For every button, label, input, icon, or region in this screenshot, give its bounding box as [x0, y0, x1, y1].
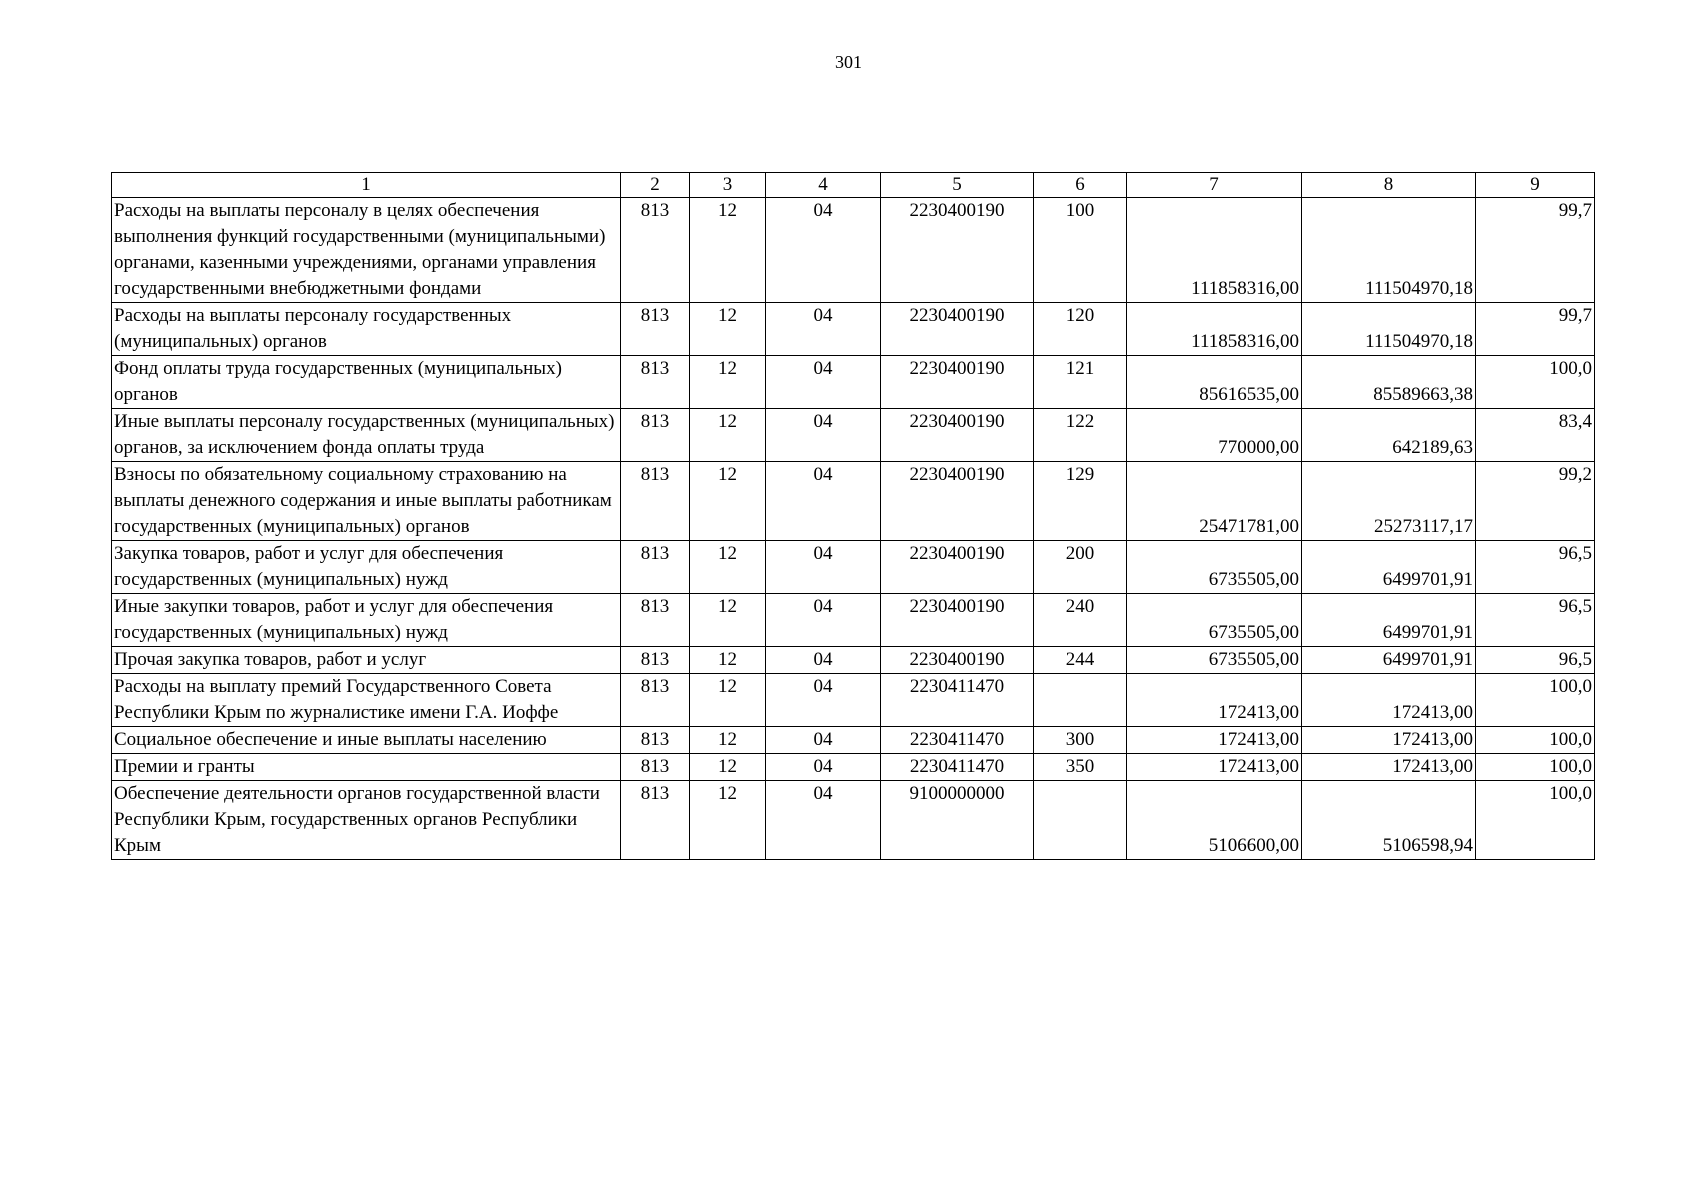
planned-amount-cell: 5106600,00 [1127, 781, 1302, 860]
expense-name-cell: Закупка товаров, работ и услуг для обеспечения государственных (муниципальных) нужд [112, 541, 621, 594]
planned-amount-cell: 111858316,00 [1127, 198, 1302, 303]
executed-amount-cell: 6499701,91 [1302, 594, 1476, 647]
ministry-code-cell: 813 [621, 541, 690, 594]
execution-percent-cell: 99,7 [1476, 198, 1595, 303]
execution-percent-cell: 100,0 [1476, 356, 1595, 409]
subsection-code-cell: 04 [766, 727, 881, 754]
header-cell-4: 4 [766, 173, 881, 198]
expense-type-cell: 100 [1034, 198, 1127, 303]
table-row [112, 754, 1595, 781]
target-article-cell: 2230411470 [881, 754, 1034, 781]
expense-name-cell: Социальное обеспечение и иные выплаты населению [112, 727, 621, 754]
subsection-code-cell: 04 [766, 462, 881, 541]
target-article-cell: 2230400190 [881, 541, 1034, 594]
execution-percent-cell: 96,5 [1476, 541, 1595, 594]
planned-amount-cell: 172413,00 [1127, 674, 1302, 727]
planned-amount-cell: 6735505,00 [1127, 594, 1302, 647]
execution-percent-cell: 100,0 [1476, 674, 1595, 727]
expense-name-cell: Прочая закупка товаров, работ и услуг [112, 647, 621, 674]
target-article-cell: 2230400190 [881, 409, 1034, 462]
execution-percent-cell: 99,2 [1476, 462, 1595, 541]
subsection-code-cell: 04 [766, 356, 881, 409]
ministry-code-cell: 813 [621, 754, 690, 781]
section-code-cell: 12 [690, 462, 766, 541]
ministry-code-cell: 813 [621, 409, 690, 462]
expense-type-cell [1034, 674, 1127, 727]
expense-name-cell: Расходы на выплату премий Государственного Совета Республики Крым по журналистике имени Г.А. Иоффе [112, 674, 621, 727]
subsection-code-cell: 04 [766, 781, 881, 860]
expense-type-cell: 240 [1034, 594, 1127, 647]
expense-type-cell [1034, 781, 1127, 860]
ministry-code-cell: 813 [621, 198, 690, 303]
header-cell-9: 9 [1476, 173, 1595, 198]
header-cell-8: 8 [1302, 173, 1476, 198]
target-article-cell: 2230400190 [881, 303, 1034, 356]
target-article-cell: 9100000000 [881, 781, 1034, 860]
expense-type-cell: 129 [1034, 462, 1127, 541]
expense-type-cell: 244 [1034, 647, 1127, 674]
section-code-cell: 12 [690, 594, 766, 647]
subsection-code-cell: 04 [766, 594, 881, 647]
expense-type-cell: 350 [1034, 754, 1127, 781]
planned-amount-cell: 6735505,00 [1127, 647, 1302, 674]
execution-percent-cell: 100,0 [1476, 781, 1595, 860]
executed-amount-cell: 111504970,18 [1302, 303, 1476, 356]
expense-type-cell: 120 [1034, 303, 1127, 356]
executed-amount-cell: 172413,00 [1302, 727, 1476, 754]
ministry-code-cell: 813 [621, 594, 690, 647]
planned-amount-cell: 111858316,00 [1127, 303, 1302, 356]
executed-amount-cell: 25273117,17 [1302, 462, 1476, 541]
header-cell-5: 5 [881, 173, 1034, 198]
ministry-code-cell: 813 [621, 356, 690, 409]
ministry-code-cell: 813 [621, 781, 690, 860]
executed-amount-cell: 172413,00 [1302, 674, 1476, 727]
expense-name-cell: Расходы на выплаты персоналу государственных (муниципальных) органов [112, 303, 621, 356]
section-code-cell: 12 [690, 541, 766, 594]
table-row [112, 541, 1595, 594]
table-row [112, 198, 1595, 303]
executed-amount-cell: 6499701,91 [1302, 647, 1476, 674]
expense-type-cell: 300 [1034, 727, 1127, 754]
subsection-code-cell: 04 [766, 409, 881, 462]
ministry-code-cell: 813 [621, 303, 690, 356]
ministry-code-cell: 813 [621, 647, 690, 674]
section-code-cell: 12 [690, 303, 766, 356]
executed-amount-cell: 642189,63 [1302, 409, 1476, 462]
table-row [112, 781, 1595, 860]
header-cell-1: 1 [112, 173, 621, 198]
section-code-cell: 12 [690, 781, 766, 860]
planned-amount-cell: 85616535,00 [1127, 356, 1302, 409]
table-header [112, 173, 1595, 198]
table-row [112, 409, 1595, 462]
table-row [112, 674, 1595, 727]
section-code-cell: 12 [690, 754, 766, 781]
header-cell-7: 7 [1127, 173, 1302, 198]
table-row [112, 727, 1595, 754]
section-code-cell: 12 [690, 674, 766, 727]
expense-name-cell: Иные выплаты персоналу государственных (муниципальных) органов, за исключением фонда оплаты труда [112, 409, 621, 462]
expense-type-cell: 122 [1034, 409, 1127, 462]
subsection-code-cell: 04 [766, 541, 881, 594]
ministry-code-cell: 813 [621, 727, 690, 754]
table-row [112, 356, 1595, 409]
section-code-cell: 12 [690, 198, 766, 303]
execution-percent-cell: 100,0 [1476, 754, 1595, 781]
section-code-cell: 12 [690, 409, 766, 462]
planned-amount-cell: 25471781,00 [1127, 462, 1302, 541]
section-code-cell: 12 [690, 727, 766, 754]
executed-amount-cell: 85589663,38 [1302, 356, 1476, 409]
expense-name-cell: Фонд оплаты труда государственных (муниципальных) органов [112, 356, 621, 409]
planned-amount-cell: 6735505,00 [1127, 541, 1302, 594]
planned-amount-cell: 770000,00 [1127, 409, 1302, 462]
executed-amount-cell: 5106598,94 [1302, 781, 1476, 860]
expense-name-cell: Премии и гранты [112, 754, 621, 781]
expense-name-cell: Взносы по обязательному социальному страхованию на выплаты денежного содержания и иные выплаты работникам государственных (муниципальных) органов [112, 462, 621, 541]
planned-amount-cell: 172413,00 [1127, 754, 1302, 781]
table-row [112, 594, 1595, 647]
section-code-cell: 12 [690, 356, 766, 409]
header-cell-2: 2 [621, 173, 690, 198]
expense-type-cell: 200 [1034, 541, 1127, 594]
table-row [112, 647, 1595, 674]
header-cell-6: 6 [1034, 173, 1127, 198]
executed-amount-cell: 6499701,91 [1302, 541, 1476, 594]
subsection-code-cell: 04 [766, 674, 881, 727]
execution-percent-cell: 100,0 [1476, 727, 1595, 754]
executed-amount-cell: 111504970,18 [1302, 198, 1476, 303]
page-number: 301 [835, 52, 862, 72]
target-article-cell: 2230400190 [881, 594, 1034, 647]
table-body [112, 198, 1595, 860]
subsection-code-cell: 04 [766, 198, 881, 303]
ministry-code-cell: 813 [621, 674, 690, 727]
executed-amount-cell: 172413,00 [1302, 754, 1476, 781]
table-row [112, 462, 1595, 541]
target-article-cell: 2230400190 [881, 356, 1034, 409]
execution-percent-cell: 99,7 [1476, 303, 1595, 356]
expense-name-cell: Расходы на выплаты персоналу в целях обеспечения выполнения функций государственными (муниципальными) органами, казенными учреждениями, органами управления государственными внебюджетными фондами [112, 198, 621, 303]
subsection-code-cell: 04 [766, 754, 881, 781]
execution-percent-cell: 96,5 [1476, 594, 1595, 647]
expense-type-cell: 121 [1034, 356, 1127, 409]
expense-name-cell: Иные закупки товаров, работ и услуг для обеспечения государственных (муниципальных) нужд [112, 594, 621, 647]
table-row [112, 303, 1595, 356]
target-article-cell: 2230411470 [881, 727, 1034, 754]
section-code-cell: 12 [690, 647, 766, 674]
expense-name-cell: Обеспечение деятельности органов государственной власти Республики Крым, государственных органов Республики Крым [112, 781, 621, 860]
target-article-cell: 2230400190 [881, 198, 1034, 303]
header-cell-3: 3 [690, 173, 766, 198]
target-article-cell: 2230400190 [881, 462, 1034, 541]
subsection-code-cell: 04 [766, 303, 881, 356]
ministry-code-cell: 813 [621, 462, 690, 541]
planned-amount-cell: 172413,00 [1127, 727, 1302, 754]
execution-percent-cell: 83,4 [1476, 409, 1595, 462]
target-article-cell: 2230400190 [881, 647, 1034, 674]
header-row [112, 173, 1595, 198]
subsection-code-cell: 04 [766, 647, 881, 674]
target-article-cell: 2230411470 [881, 674, 1034, 727]
execution-percent-cell: 96,5 [1476, 647, 1595, 674]
budget-table [111, 172, 1595, 860]
